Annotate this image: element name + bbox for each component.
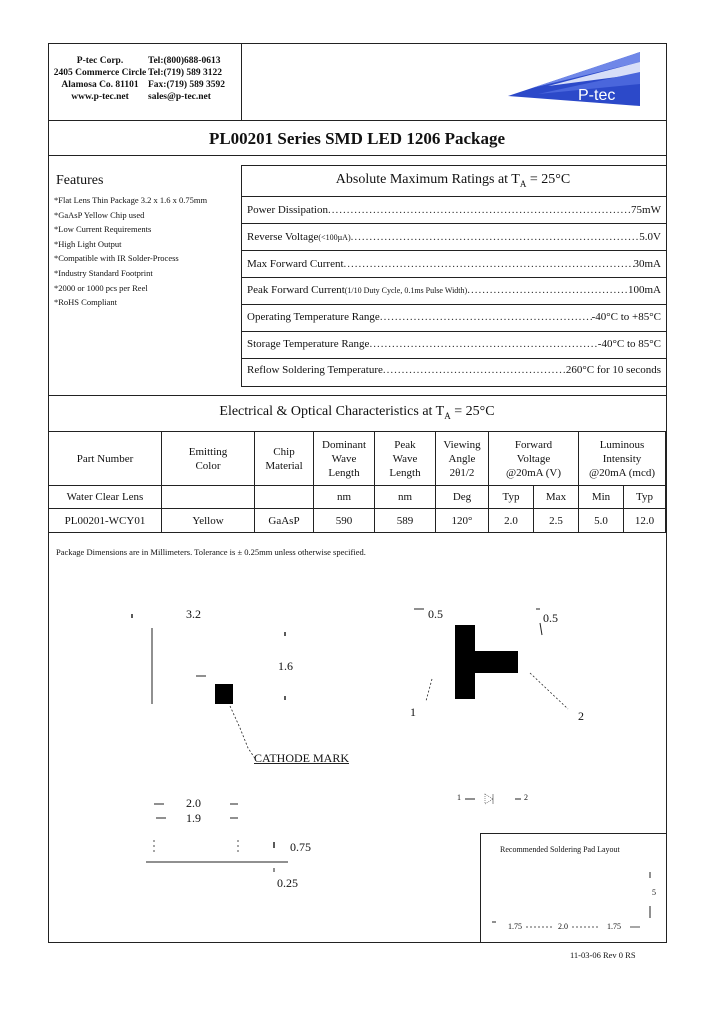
feature-item: *2000 or 1000 pcs per Reel xyxy=(54,282,148,293)
tel-1: Tel:(800)688-0613 xyxy=(148,56,221,66)
diode-symbol xyxy=(463,792,523,806)
feature-item: *High Light Output xyxy=(54,238,122,249)
dimensions-note: Package Dimensions are in Millimeters. Tolerance is ± 0.25mm unless otherwise specified. xyxy=(56,547,366,557)
feature-item: *Low Current Requirements xyxy=(54,224,152,235)
dim-pad-b: 0.5 xyxy=(543,611,558,625)
company-address xyxy=(52,55,148,103)
amr-rule xyxy=(241,358,666,359)
header-bottom-rule xyxy=(48,120,666,121)
website: www.p-tec.net xyxy=(71,92,129,102)
feature-item: *Flat Lens Thin Package 3.2 x 1.6 x 0.75mm xyxy=(54,195,208,205)
amr-rule xyxy=(241,331,666,332)
pin-2-label: 2 xyxy=(578,709,584,723)
features-title: Features xyxy=(56,173,104,188)
amr-row-operating-temp: Operating Temperature Range ..... -40°C to +85°C xyxy=(247,311,661,323)
solder-dim-2: 2.0 xyxy=(558,922,568,931)
package-top-view xyxy=(120,600,300,710)
fax: Fax:(719) 589 3592 xyxy=(148,80,226,90)
dim-width-1-9: 1.9 xyxy=(186,811,201,825)
dim-length: 3.2 xyxy=(186,607,201,621)
eoc-header-row: Part Number Emitting Color Chip Material Dominant Wave Length Peak Wave Length Viewing Angle 2θ1/2 Forward Voltage @20mA (V) Luminous Intensity @20mA (mcd) xyxy=(49,432,666,486)
amr-row-storage-temp: Storage Temperature Range ..... -40°C to 85°C xyxy=(247,338,661,350)
tel-2: Tel:(719) 589 3122 xyxy=(148,68,223,78)
eoc-units-row: Water Clear Lens nm nm Deg Typ Max Min Typ xyxy=(49,486,666,509)
amr-row-peak-forward-current: Peak Forward Current (1/10 Duty Cycle, 0.1ms Pulse Width) ..... 100mA xyxy=(247,284,661,296)
company-contact xyxy=(148,55,240,103)
address-line-2: Alamosa Co. 81101 xyxy=(61,80,139,90)
page-title: PL00201 Series SMD LED 1206 Package xyxy=(208,129,506,148)
dim-height: 1.6 xyxy=(278,659,293,673)
diode-pin-2: 2 xyxy=(524,793,528,802)
diode-pin-1: 1 xyxy=(457,793,461,802)
amr-top-border xyxy=(241,165,666,166)
features-list xyxy=(54,193,207,310)
header-divider xyxy=(241,43,242,120)
solder-dim-h: 5 xyxy=(652,888,656,897)
feature-item: *Industry Standard Footprint xyxy=(54,267,153,278)
solder-dim-1: 1.75 xyxy=(508,922,522,931)
amr-rule xyxy=(241,250,666,251)
amr-left-border xyxy=(241,165,242,386)
feature-item: *Compatible with IR Solder-Process xyxy=(54,253,179,264)
dim-thickness-025: 0.25 xyxy=(277,876,298,890)
eoc-top-rule xyxy=(48,395,666,396)
solder-pad-title: Recommended Soldering Pad Layout xyxy=(500,845,620,854)
amr-rule xyxy=(241,196,666,197)
amr-rule xyxy=(241,223,666,224)
dim-thickness-075: 0.75 xyxy=(290,840,311,854)
feature-item: *GaAsP Yellow Chip used xyxy=(54,209,145,220)
ptec-logo xyxy=(508,50,640,108)
amr-row-reflow: Reflow Soldering Temperature ..... 260°C for 10 seconds xyxy=(247,364,661,376)
eoc-table xyxy=(48,431,666,533)
revision-footer: 11-03-06 Rev 0 RS xyxy=(570,950,636,960)
amr-row-max-forward-current: Max Forward Current ..... 30mA xyxy=(247,258,661,270)
feature-item: *RoHS Compliant xyxy=(54,297,118,308)
amr-title: Absolute Maximum Ratings at $T_A = 25^\circ C$ xyxy=(335,172,571,189)
eoc-title: Electrical & Optical Characteristics at $T_A = 25^\circ C$ xyxy=(219,404,495,421)
amr-rule xyxy=(241,386,666,387)
pin-1-label: 1 xyxy=(410,705,416,719)
address-line-1: 2405 Commerce Circle xyxy=(53,68,147,78)
dim-pad-a: 0.5 xyxy=(428,607,443,621)
email: sales@p-tec.net xyxy=(148,92,211,102)
dim-width-2-0: 2.0 xyxy=(186,796,201,810)
solder-dim-3: 1.75 xyxy=(607,922,621,931)
logo-text: P-tec xyxy=(578,87,616,104)
amr-row-power: Power Dissipation ..... 75mW xyxy=(247,204,661,216)
company-name: P-tec Corp. xyxy=(76,56,124,66)
amr-row-reverse-voltage: Reverse Voltage (<100µA) ..... 5.0V xyxy=(247,231,661,243)
pad-t-shape xyxy=(400,605,590,725)
amr-rule xyxy=(241,304,666,305)
eoc-data-row: PL00201-WCY01 Yellow GaAsP 590 589 120° 2.0 2.5 5.0 12.0 xyxy=(49,509,666,533)
cathode-label: CATHODE MARK xyxy=(254,751,350,765)
title-bottom-rule xyxy=(48,155,666,156)
amr-rule xyxy=(241,277,666,278)
